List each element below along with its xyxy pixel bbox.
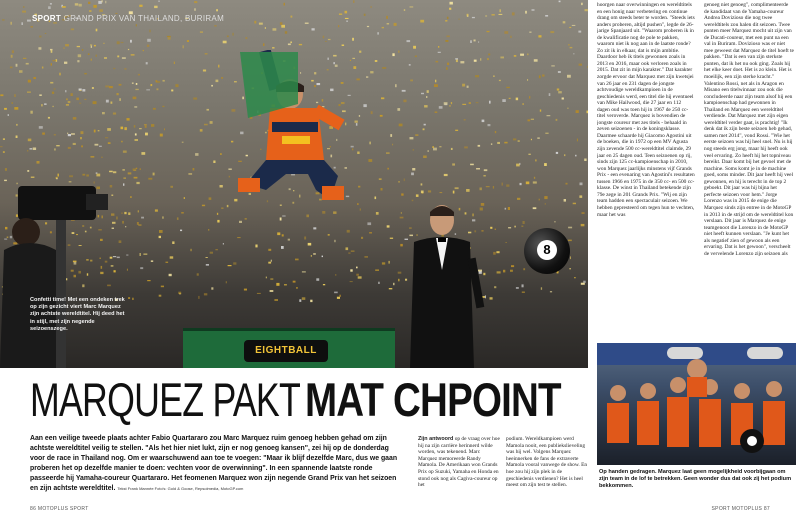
kicker-rest: GRAND PRIX VAN THAILAND, BURIRAM xyxy=(63,14,225,23)
body-column-d: podium. Wereldkampioen werd Mamola nooit, een publiekslieveling was hij wel. Volgens Marquez heeinnerken de fans de extraverte Mamola vooral vanwege de show. En hoe zou hij zijn plek in de geschiedenis verdienen? Het is heel meest om zijn test te stellen. xyxy=(506,436,588,489)
body-column-b: genoeg niet genoeg", complimenteerde de kandidaat van de Yamaha-coureur Andrea Dovizioso die nog twee wereldtitels zou halen dit seizoen. Twee punten meer Marquez mocht uit zijn van de Ducati-coureur, met een punt na een val in Buriram. Dovizioso was er niet mee geweest dat Marquez de titel hoeft te pakken. "Dat is een van zijn sterkste punten, dat ik het nu ook ging. Zoals hij het elke keer doet. Het is zo klein. Het is moeilijk, een zijn sterke kracht." Valentino Rossi, net als in Aragon en Misano een titelwinnaar zou ook die concludeerde naar zijn team alsof hij een kampioenschap had gewonnen in Thailand en Marquez een wereldtitel verdiende. Dat Marquez met zijn eigen wereldtitel verder gaat, is prachtig! "Ik denk dat ik zijn beste seizoen heb gehad, samen met 2014", vond Rossi. "Wie het eerste seizoen was hij heel snel. Nu is hij nog steeds erg jong, maar hij heeft ook veel ervaring. Zo heeft hij het topniveau bereikt. Daar komt bij het gevoel met de machine. Soms komt je in de machine goed, soms minder. Dit jaar heeft hij veel gewonnen, en hij is terecht in de top 2 geboekt. Dit jaar was hij bijna het perfecte seizoen voor hem." Jorge Lorenzo was in 2015 de enige die Marquez sinds zijn entree in de MotoGP in 2013 in de strijd om de wereldtitel kon verslaan. Dit jaar is Marquez de enige teamgenoot die Lorenzo in de MotoGP niet heeft kunnen verslaan. "Je kunt het als negatief zien of gewoon als een ervaring. Dat is het gewoon", verscheelt de vervelende Lorenzo zijn seizoen als xyxy=(704,2,794,257)
intro-text: Aan een veilige tweede plaats achter Fabio Quartararo zou Marc Marquez ruim genoeg hebben gehad om zijn achtste wereldtitel veilig te stellen. "Als het hier niet lukt, zijn er nog genoeg kansen", zei hij op de donderdag voor de race in Thailand nog. Om er waarschuwend aan toe te voegen: "Maar ik blijf dezelfde Marc, dus we gaan proberen het op dezelfde manier te doen: vechten voor de overwinning". In een spannende laatste ronde passeerde hij Yamaha-coureur Quartararo. Het feomenen Marquez won zijn negende Grand Prix van het seizoen en zijn achtste wereldtitel. xyxy=(30,435,398,492)
column-c-text: op de vraag over hoe hij na zijn carrière herinnerd wilde worden, was tekenend. Marc Marquez memoreerde Randy Mamola. De Amerikaan won Grands Prix op Suzuki, Yamaha en Honda en stond ook nog als Cagiva-coureur op het xyxy=(418,436,500,489)
headline-part-1: MARQUEZ PAKT xyxy=(30,373,301,426)
headline xyxy=(30,372,590,432)
photo-caption: Confetti time! Met een ondeken trek op zijn gezicht viert Marc Marquez zijn achtste wereldtitel. Hij deed het in stijl, met zijn negende seizoenszege. xyxy=(30,297,125,332)
page-footer-right: SPORT MOTOPLUS 87 xyxy=(711,506,770,512)
small-photo-caption: Op handen gedragen. Marquez laat geen mogelijkheid voorbijgaan om zijn team in de lof te betrekken. Geen wonder dus dat ook zij het podium bekkommen. xyxy=(599,469,792,490)
body-column-a: hoorgen naar overwinningen en wereldtitels en een honig naar verbetering en continue drang om steeds beter te worden. "Steeds iets anders proberen, altijd pushen", legde de 26-jarige Spanjaard uit. "Waarom proberen ik in de kwalificatie nog de pole te pakken, waarom niet ik nog aan in de laatste ronde? Zo zit ik in elkaar, dat is mijn ambitie. Daardoor heb ik titels gewonnen zoals in 2013 en 2016, maar ook verloren zoals in 2015. Dat zit in mijn karakter." Dat karakter zorgde ervoor dat Marquez met zijn kwetsjei van 26 jaar en 231 dagen de jongste achtvoudige wereldkampioen in de geschiedenis werd, een titel die hij eventueel van Mike Hailwood, die 27 jaar en 112 dagen oud was toen hij in 1967 de 250 cc-titel veroverde. Marquez is bovendien de jongste coureur met zes titels - behaald in zeven seizoenen - in de koningsklasse. Daarmee schaarde hij Giacomo Agostini uit de boeken, die in 1972 op een MV Agusta zijn zevende 500 cc-wereldtitel claimde, 29 jaar en 25 dagen oud. Teen seizoenen op rij, sinds zijn 125 cc-kampioenschap in 2010, won Marquez jaarlijks minstens vijf Grands Prix - een evenaring van Agostini's resultaten tussen 1966 en 1975 in de 350 cc- en 500 cc-klasse. De winst in Thailand betekende zijn 79e zege in 201 Grands Prix. "Wij en zijn team hadden een spectaculair seizoen. We hebben gepresteerd om tegen hun te vechten, maar het was xyxy=(597,2,695,218)
team-celebration-photo xyxy=(597,343,796,465)
cameraman-figure xyxy=(0,180,110,368)
eightball-label: EIGHTBALL xyxy=(244,340,328,362)
page-footer-left: 86 MOTOPLUS SPORT xyxy=(30,506,89,512)
intro-paragraph xyxy=(30,434,405,493)
column-c-lead: Zijn antwoord xyxy=(418,436,454,442)
body-column-c xyxy=(418,436,500,498)
photo-credit: Tekst Frank Mannée Foto's: Gold & Goose, Repsolmedia, MotoGP.com xyxy=(117,485,244,491)
eight-ball-number: 8 xyxy=(537,240,557,260)
kicker-bold: SPORT xyxy=(32,14,62,23)
presenter-figure xyxy=(400,198,490,368)
headline-part-2: MAT CHPOINT xyxy=(305,373,561,426)
flag-graphic xyxy=(240,52,298,118)
eight-ball-decoration xyxy=(524,228,570,274)
section-kicker xyxy=(32,14,224,23)
team-celebration-graphic xyxy=(597,343,796,465)
